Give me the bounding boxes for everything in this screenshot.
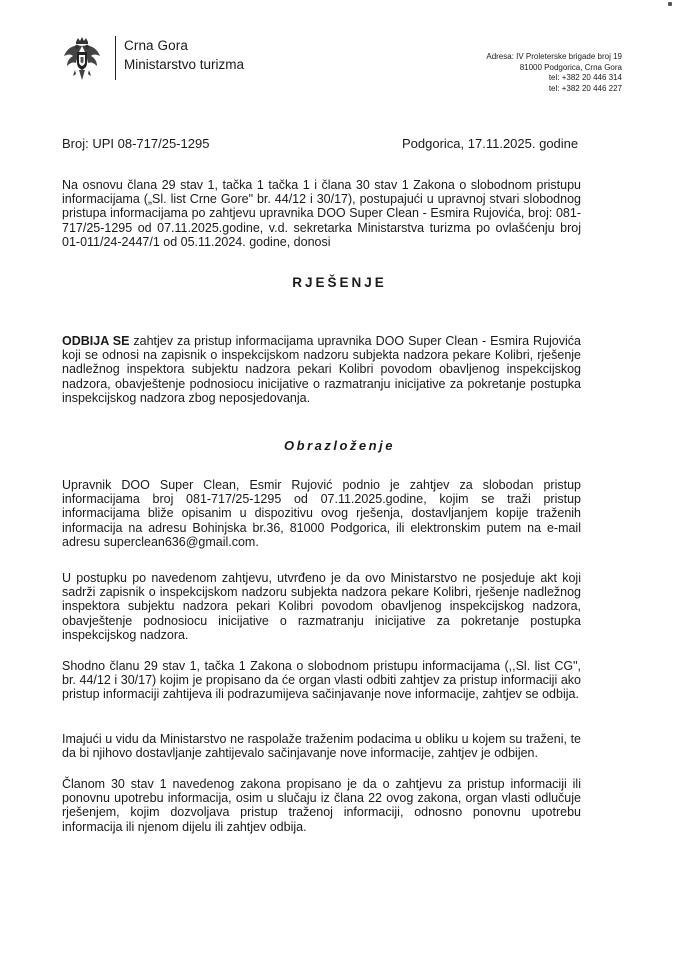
reasoning-paragraph-5: Članom 30 stav 1 navedenog zakona propisano je da o zahtjevu za pristup informaciji ili ponovnu upotrebu informacija, osim u slučaju iz člana 22 ovog zakona, organ vlasti odlučuje rješenjem, kojim dozvoljava pristup traženoj informaciji, odnosno ponovnu upotrebu informacija ili njenom dijelu ili zahtjev odbija. <box>62 777 581 834</box>
reasoning-paragraph-4: Imajući u vidu da Ministarstvo ne raspolaže traženim podacima u obliku u kojem su traženi, te da bi njihovo dostavljanje zahtijevalo sačinjavanje nove informacije, zahtjev je odbijen. <box>62 732 581 761</box>
corner-mark <box>668 2 672 6</box>
ministry-name: Ministarstvo turizma <box>124 57 245 72</box>
document-date: Podgorica, 17.11.2025. godine <box>402 136 579 151</box>
phone-line: tel: +382 20 446 314 <box>548 73 622 82</box>
address-line: Adresa: IV Proleterske brigade broj 19 <box>486 52 622 61</box>
phone-line: tel: +382 20 446 227 <box>548 83 622 93</box>
decision-title: RJEŠENJE <box>292 275 387 290</box>
reasoning-paragraph-3: Shodno članu 29 stav 1, tačka 1 Zakona o slobodnom pristupu informacijama (,,Sl. list CG", br. 44/12 i 30/17) kojim je propisano da će organ vlasti odbiti zahtjev za pristup informaciji ako pristup informaciji zahtijeva ili podrazumijeva sačinjavanje nove informacije, zahtjev se odbija. <box>62 659 581 702</box>
country-name: Crna Gora <box>124 38 188 53</box>
decision-lead: ODBIJA SE <box>62 334 130 348</box>
reasoning-paragraph-1: Upravnik DOO Super Clean, Esmir Rujović podnio je zahtjev za slobodan pristup informacijama broj 081-717/25-1295 od 07.11.2025.godine, kojim se traži pristup informacijama bliže opisanim u dispozitivu ovog rješenja, dostavljanjem kopije traženih informacija na adresu Bohinjska br.36, 81000 Podgorica, ili elektronskim putem na e-mail adresu superclean636@gmail.com. <box>62 478 581 549</box>
reasoning-paragraph-2: U postupku po navedenom zahtjevu, utvrđeno je da ovo Ministarstvo ne posjeduje akt koji sadrži zapisnik o inspekcijskom nadzoru subjekta nadzora pekare Kolibri, rješenje nadležnog inspektora subjektu nadzora pekari Kolibri povodom obavljenog inspekcijskog nadzora, obavještenje podnosiocu inicijative o razmatranju inicijative za pokretanje postupka inspekcijskog nadzora. <box>62 571 581 642</box>
intro-paragraph: Na osnovu člana 29 stav 1, tačka 1 tačka 1 i člana 30 stav 1 Zakona o slobodnom pristupu informacijama („Sl. list Crne Gore" br. 44/12 i 30/17), postupajući u upravnoj stvari slobodnog pristupa informacijama po zahtjevu upravnika DOO Super Clean - Esmira Rujovića, broj: 081-717/25-1295 od 07.11.2025.godine, v.d. sekretarka Ministarstva turizma po ovlašćenju broj 01-011/24-2447/1 od 05.11.2024. godine, donosi <box>62 178 581 249</box>
coat-of-arms-icon <box>62 36 102 84</box>
reasoning-title: Obrazloženje <box>284 438 395 453</box>
decision-text: zahtjev za pristup informacijama upravnika DOO Super Clean - Esmira Rujovića koji se odnosi na zapisnik o inspekcijskom nadzoru subjekta nadzora pekare Kolibri, rješenje nadležnog inspektora subjektu nadzora pekari Kolibri povodom obavljenog inspekcijskog nadzora, obavještenje podnosiocu inicijative o razmatranju inicijative za pokretanje postupka inspekcijskog nadzora zbog neposjedovanja. <box>62 334 581 405</box>
letterhead <box>62 34 622 94</box>
header-divider <box>115 36 116 80</box>
decision-paragraph <box>62 334 581 405</box>
address-line: 81000 Podgorica, Crna Gora <box>519 62 622 72</box>
reference-number: Broj: UPI 08-717/25-1295 <box>62 136 210 151</box>
address-block <box>486 52 622 94</box>
